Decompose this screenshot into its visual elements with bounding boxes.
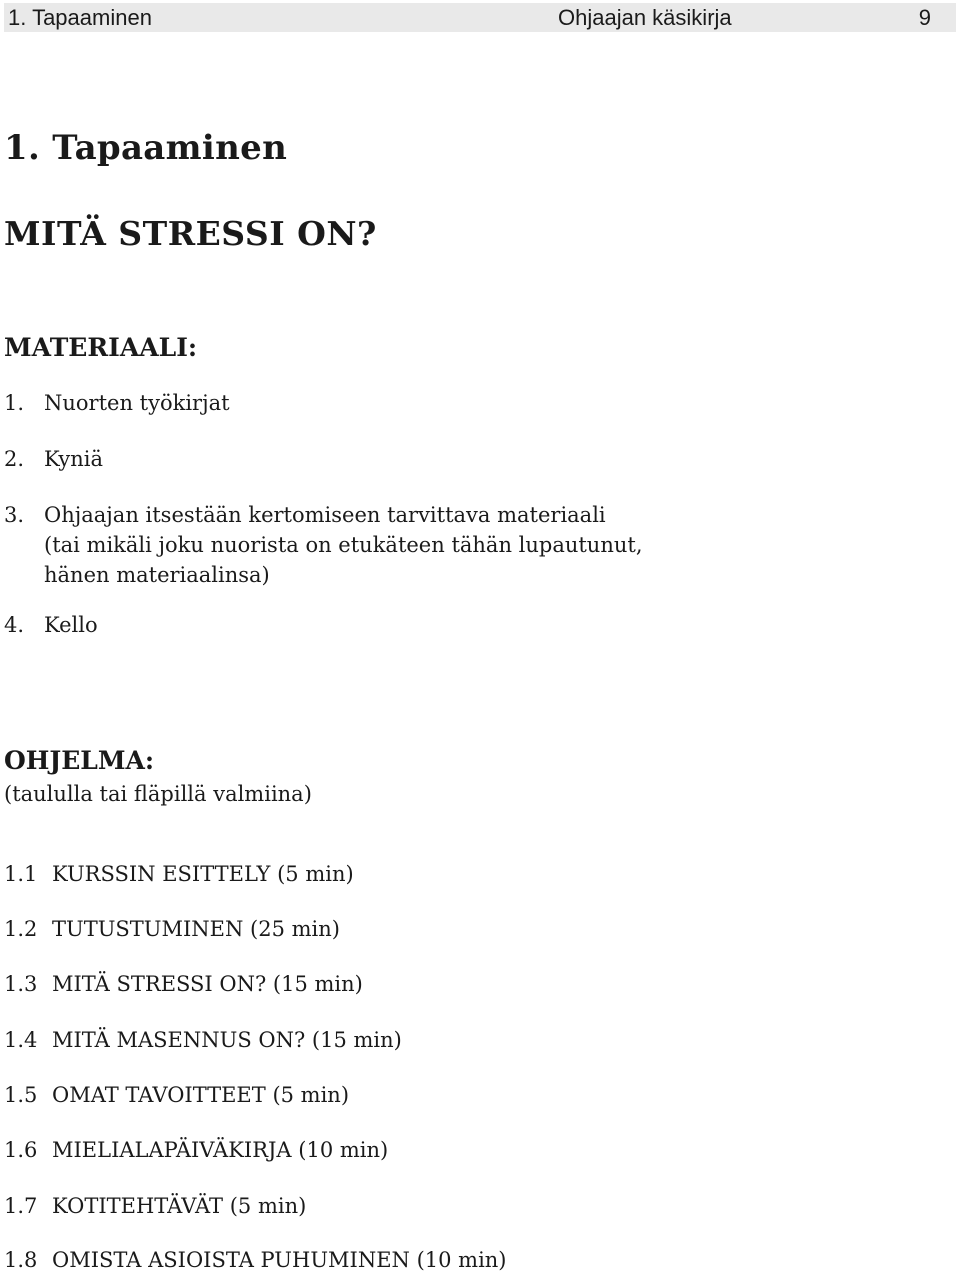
- program-item-number: 1.5: [4, 1083, 38, 1107]
- material-number: 1.: [4, 391, 25, 415]
- program-item-title: MITÄ STRESSI ON? (15 min): [52, 972, 363, 996]
- program-item-title: KOTITEHTÄVÄT (5 min): [52, 1194, 307, 1218]
- material-text: [44, 388, 230, 418]
- page-heading: 1. Tapaaminen: [4, 128, 288, 168]
- program-item-number: 1.7: [4, 1194, 38, 1218]
- material-text: [44, 444, 103, 474]
- running-header: [4, 3, 956, 32]
- header-book-title: Ohjaajan käsikirja: [558, 5, 732, 30]
- program-item-number: 1.6: [4, 1138, 38, 1162]
- material-line: hänen materiaalinsa): [44, 563, 270, 587]
- material-line: (tai mikäli joku nuorista on etukäteen tähän lupautunut,: [44, 533, 643, 557]
- program-item-title: OMISTA ASIOISTA PUHUMINEN (10 min): [52, 1248, 507, 1272]
- program-item-title: TUTUSTUMINEN (25 min): [52, 917, 340, 941]
- program-item-number: 1.3: [4, 972, 38, 996]
- header-chapter: 1. Tapaaminen: [8, 5, 152, 30]
- material-number: 3.: [4, 503, 25, 527]
- material-line: Kello: [44, 613, 98, 637]
- material-text: [44, 610, 98, 640]
- program-item-number: 1.8: [4, 1248, 38, 1272]
- material-number: 2.: [4, 447, 25, 471]
- program-item-title: KURSSIN ESITTELY (5 min): [52, 862, 354, 886]
- program-item-title: MIELIALAPÄIVÄKIRJA (10 min): [52, 1138, 389, 1162]
- header-page-number: 9: [918, 5, 931, 30]
- program-item-number: 1.4: [4, 1028, 38, 1052]
- material-line: Ohjaajan itsestään kertomiseen tarvittava materiaali: [44, 503, 606, 527]
- program-item-number: 1.2: [4, 917, 38, 941]
- main-heading: MITÄ STRESSI ON?: [4, 214, 377, 253]
- program-item-number: 1.1: [4, 862, 38, 886]
- material-text: [44, 500, 643, 590]
- program-item-title: MITÄ MASENNUS ON? (15 min): [52, 1028, 402, 1052]
- material-number: 4.: [4, 613, 25, 637]
- material-line: Kyniä: [44, 447, 103, 471]
- program-label: OHJELMA:: [4, 746, 155, 775]
- program-item-title: OMAT TAVOITTEET (5 min): [52, 1083, 350, 1107]
- materials-label: MATERIAALI:: [4, 333, 198, 362]
- material-line: Nuorten työkirjat: [44, 391, 230, 415]
- program-note: (taululla tai fläpillä valmiina): [4, 782, 312, 806]
